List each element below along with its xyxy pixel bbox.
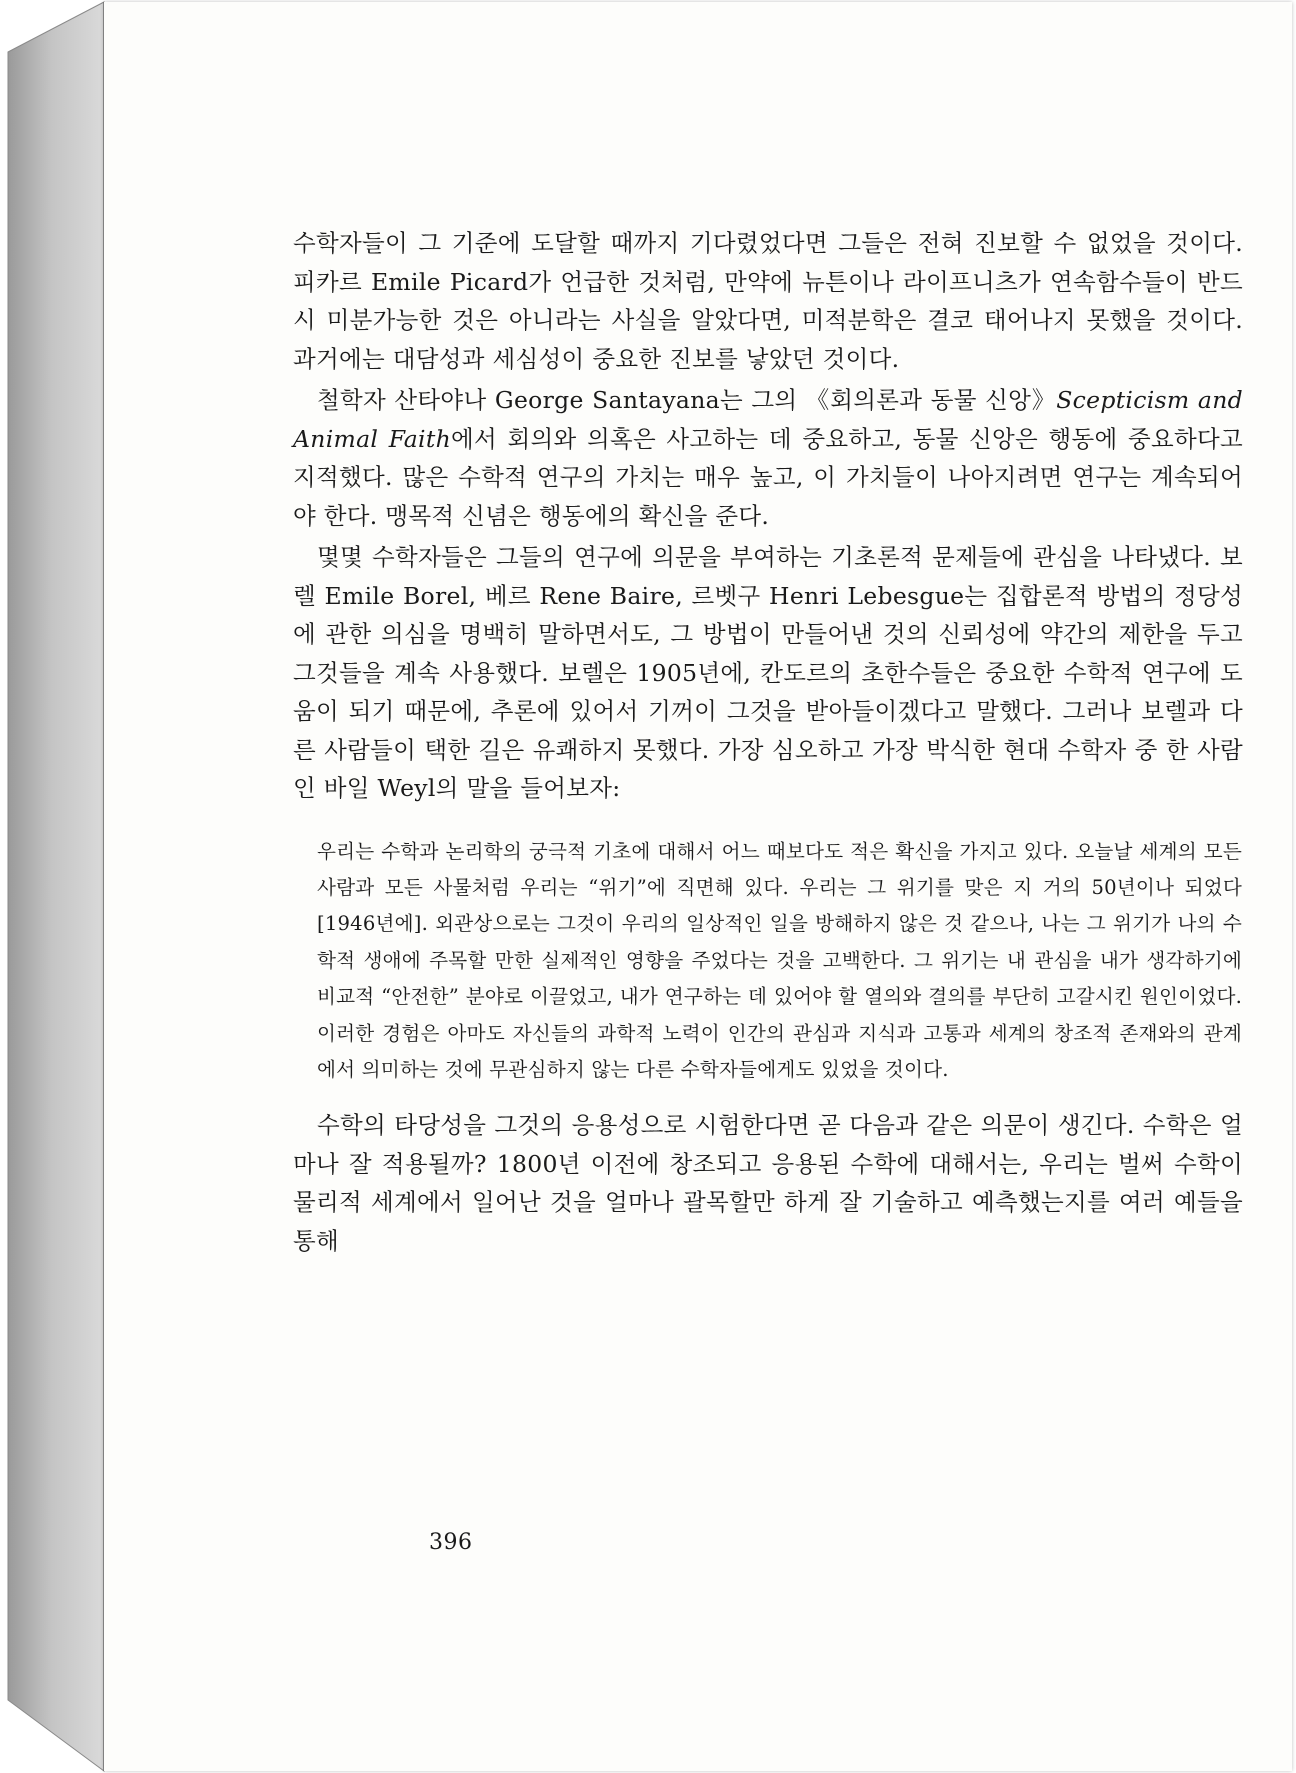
paragraph-2-after-title: 에서 회의와 의혹은 사고하는 데 중요하고, 동물 신앙은 행동에 중요하다고 지적했다. 많은 수학적 연구의 가치는 매우 높고, 이 가치들이 나아지려면 연구는 계속되어야 한다. 맹목적 신념은 행동에의 확신을 준다.	[293, 424, 1243, 530]
book-page	[104, 2, 1292, 1771]
paragraph-3: 몇몇 수학자들은 그들의 연구에 의문을 부여하는 기초론적 문제들에 관심을 나타냈다. 보렐 Emile Borel, 베르 Rene Baire, 르벳구 Henri Lebesgue는 집합론적 방법의 정당성에 관한 의심을 명백히 말하면서도, 그 방법이 만들어낸 것의 신뢰성에 약간의 제한을 두고 그것들을 계속 사용했다. 보렐은 1905년에, 칸도르의 초한수들은 중요한 수학적 연구에 도움이 되기 때문에, 추론에 있어서 기꺼이 그것을 받아들이겠다고 말했다. 그러나 보렐과 다른 사람들이 택한 길은 유쾌하지 못했다. 가장 심오하고 가장 박식한 현대 수학자 중 한 사람인 바일 Weyl의 말을 들어보자:	[293, 543, 1243, 802]
paragraph-4: 수학의 타당성을 그것의 응용성으로 시험한다면 곧 다음과 같은 의문이 생긴다. 수학은 얼마나 잘 적용될까? 1800년 이전에 창조되고 응용된 수학에 대해서는, 우리는 벌써 수학이 물리적 세계에서 일어난 것을 얼마나 괄목할만 하게 잘 기술하고 예측했는지를 여러 예들을 통해	[293, 1111, 1243, 1255]
book-title-english: Scepticism and Animal Faith	[293, 386, 1243, 453]
book-spine	[0, 0, 110, 1773]
paragraph-2-before-title: 철학자 산타야나 George Santayana는 그의 《회의론과 동물 신앙》	[317, 386, 1057, 414]
block-quote: 우리는 수학과 논리학의 궁극적 기초에 대해서 어느 때보다도 적은 확신을 가지고 있다. 오늘날 세계의 모든 사람과 모든 사물처럼 우리는 “위기”에 직면해 있다. 우리는 그 위기를 맞은 지 거의 50년이나 되었다[1946년에]. 외관상으로는 그것이 우리의 일상적인 일을 방해하지 않은 것 같으나, 나는 그 위기가 나의 수학적 생애에 주목할 만한 실제적인 영향을 주었다는 것을 고백한다. 그 위기는 내 관심을 내가 생각하기에 비교적 “안전한” 분야로 이끌었고, 내가 연구하는 데 있어야 할 열의와 결의를 부단히 고갈시킨 원인이었다. 이러한 경험은 아마도 자신들의 과학적 노력이 인간의 관심과 지식과 고통과 세계의 창조적 존재와의 관계에서 의미하는 것에 무관심하지 않는 다른 수학자들에게도 있었을 것이다.	[317, 839, 1242, 1081]
paragraph-2	[293, 381, 1243, 535]
page-number: 396	[429, 1530, 473, 1555]
paragraph-1: 수학자들이 그 기준에 도달할 때까지 기다렸었다면 그들은 전혀 진보할 수 없었을 것이다. 피카르 Emile Picard가 언급한 것처럼, 만약에 뉴튼이나 라이프니츠가 연속함수들이 반드시 미분가능한 것은 아니라는 사실을 알았다면, 미적분학은 결코 태어나지 못했을 것이다. 과거에는 대담성과 세심성이 중요한 진보를 낳았던 것이다.	[293, 229, 1243, 373]
page-text-body	[293, 224, 1243, 1260]
